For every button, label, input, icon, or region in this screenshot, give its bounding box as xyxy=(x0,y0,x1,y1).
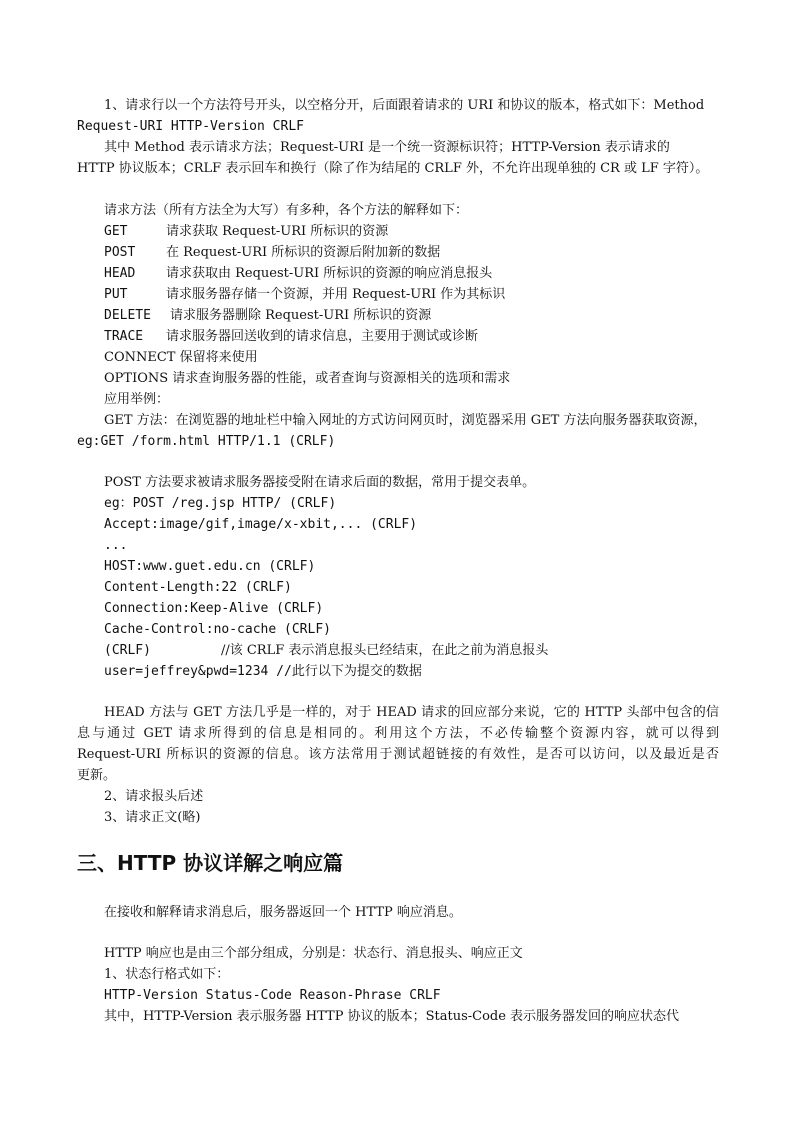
method-desc: 请求服务器回送收到的请求信息，主要用于测试或诊断 xyxy=(166,329,479,344)
method-row xyxy=(104,243,719,263)
method-row xyxy=(104,222,719,242)
method-desc: 请求获取由 Request-URI 所标识的资源的响应消息报头 xyxy=(166,266,493,281)
response-parts: HTTP 响应也是由三个部分组成，分别是：状态行、消息报头、响应正文 xyxy=(104,946,523,961)
method-row xyxy=(104,327,719,347)
post-crlf: (CRLF) xyxy=(104,643,151,658)
method-name: PUT xyxy=(104,287,128,302)
example-label: 应用举例： xyxy=(104,392,170,407)
method-options: OPTIONS 请求查询服务器的性能，或者查询与资源相关的选项和需求 xyxy=(104,371,511,386)
method-name: TRACE xyxy=(104,329,144,344)
method-name: POST xyxy=(104,245,136,260)
method-connect: CONNECT 保留将来使用 xyxy=(104,350,258,365)
method-name: DELETE xyxy=(104,308,151,323)
methods-intro: 请求方法（所有方法全为大写）有多种，各个方法的解释如下： xyxy=(104,203,469,218)
method-desc: 请求服务器存储一个资源，并用 Request-URI 作为其标识 xyxy=(166,287,506,302)
method-desc: 请求服务器删除 Request-URI 所标识的资源 xyxy=(170,308,432,323)
status-line-format-label: 1、状态行格式如下： xyxy=(104,967,230,982)
method-row xyxy=(104,264,719,284)
get-description: GET 方法：在浏览器的地址栏中输入网址的方式访问网页时，浏览器采用 GET 方法向服务器获取资源， xyxy=(104,413,707,428)
post-example-line: Connection:Keep-Alive (CRLF) xyxy=(104,601,324,616)
post-example-line: HOST:www.guet.edu.cn (CRLF) xyxy=(104,559,316,574)
post-example-line: Accept:image/gif,image/x-xbit,... (CRLF) xyxy=(104,517,418,532)
request-line-paragraph-2a: 其中 Method 表示请求方法；Request-URI 是一个统一资源标识符；HTTP-Version 表示请求的 xyxy=(104,140,670,155)
status-line-description: 其中，HTTP-Version 表示服务器 HTTP 协议的版本；Status-Code 表示服务器发回的响应状态代 xyxy=(104,1009,680,1024)
post-example-line: Content-Length:22 (CRLF) xyxy=(104,580,292,595)
method-desc: 请求获取 Request-URI 所标识的资源 xyxy=(166,224,389,239)
request-header-item: 2、请求报头后述 xyxy=(104,789,204,804)
head-paragraph-line-4: 更新。 xyxy=(77,768,117,783)
request-line-paragraph-1a: 1、请求行以一个方法符号开头，以空格分开，后面跟着请求的 URI 和协议的版本，格式如下：Method xyxy=(104,98,705,113)
method-desc: 在 Request-URI 所标识的资源后附加新的数据 xyxy=(166,245,441,260)
request-line-format: Request-URI HTTP-Version CRLF xyxy=(77,119,304,134)
head-paragraph-line-2: 息与通过 GET 请求所得到的信息是相同的。利用这个方法，不必传输整个资源内容，就可以得到 xyxy=(77,726,719,741)
request-line-paragraph-2b: HTTP 协议版本；CRLF 表示回车和换行（除了作为结尾的 CRLF 外，不允许出现单独的 CR 或 LF 字符）。 xyxy=(77,161,709,176)
head-paragraph-line-1: HEAD 方法与 GET 方法几乎是一样的，对于 HEAD 请求的回应部分来说，它的 HTTP 头部中包含的信 xyxy=(104,705,719,720)
status-line-format: HTTP-Version Status-Code Reason-Phrase CRLF xyxy=(104,988,441,1003)
post-example-line: eg：POST /reg.jsp HTTP/ (CRLF) xyxy=(104,496,337,511)
post-description: POST 方法要求被请求服务器接受附在请求后面的数据，常用于提交表单。 xyxy=(104,475,536,490)
post-example-line: ... xyxy=(104,538,128,553)
method-name: GET xyxy=(104,224,128,239)
post-body-line: user=jeffrey&pwd=1234 //此行以下为提交的数据 xyxy=(104,664,422,679)
head-paragraph-line-3: Request-URI 所标识的资源的信息。该方法常用于测试超链接的有效性，是否可以访问，以及最近是否 xyxy=(77,747,719,762)
response-intro: 在接收和解释请求消息后，服务器返回一个 HTTP 响应消息。 xyxy=(104,905,462,920)
post-crlf-comment: //该 CRLF 表示消息报头已经结束，在此之前为消息报头 xyxy=(220,643,549,658)
section-heading: 三、HTTP 协议详解之响应篇 xyxy=(77,851,344,875)
get-example: eg:GET /form.html HTTP/1.1 (CRLF) xyxy=(77,434,336,449)
request-body-item: 3、请求正文(略) xyxy=(104,810,201,825)
method-name: HEAD xyxy=(104,266,136,281)
method-row xyxy=(104,285,719,305)
post-example-line: Cache-Control:no-cache (CRLF) xyxy=(104,622,331,637)
method-row xyxy=(104,306,719,326)
post-crlf-line xyxy=(104,641,719,661)
